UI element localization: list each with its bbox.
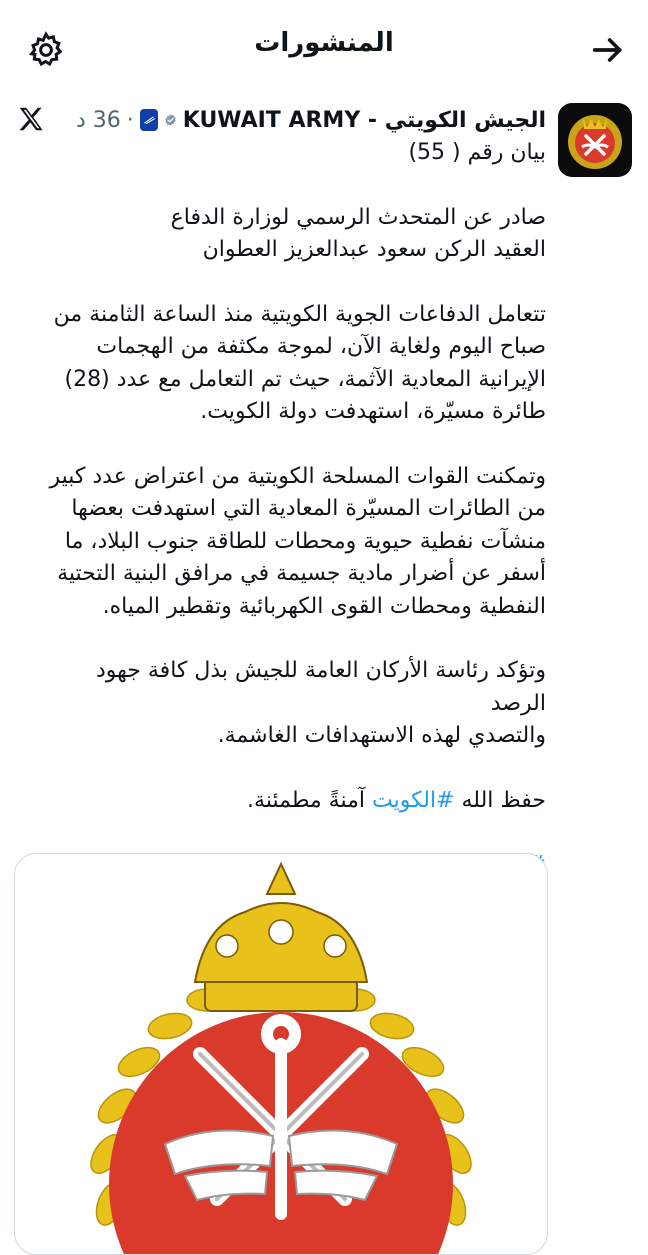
author-name[interactable]: الجيش الكويتي - KUWAIT ARMY — [182, 107, 546, 133]
post-subtitle: بيان رقم ( 55) — [408, 140, 546, 165]
text-line: منشآت نفطية حيوية ومحطات للطاقة جنوب البلاد، ما — [64, 528, 546, 554]
text-line: وتمكنت القوات المسلحة الكويتية من اعتراض عدد كبير — [49, 463, 546, 489]
text-line: أسفر عن أضرار مادية جسيمة في مرافق البنية التحتية — [57, 561, 546, 586]
top-bar — [0, 0, 648, 96]
text-line: صباح اليوم ولغاية الآن، لموجة مكثفة من الهجمات — [96, 334, 546, 359]
text-line: صادر عن المتحدث الرسمي لوزارة الدفاع — [170, 204, 546, 230]
post-time[interactable]: 36 د — [76, 107, 121, 133]
post-media[interactable] — [14, 853, 548, 1255]
closing-suffix: آمنةً مطمئنة. — [247, 787, 365, 813]
text-line: العقيد الركن سعود عبدالعزيز العطوان — [202, 237, 546, 262]
text-line: وتؤكد رئاسة الأركان العامة للجيش بذل كافة جهود الرصد — [95, 658, 546, 716]
page-title: المنشورات — [254, 28, 394, 58]
closing-prefix: حفظ الله — [461, 787, 546, 813]
arrow-right-icon[interactable] — [588, 30, 628, 70]
text-line: النفطية ومحطات القوى الكهربائية وتقطير المياه. — [102, 593, 546, 619]
kuwait-army-emblem-icon — [15, 854, 547, 1254]
avatar[interactable] — [558, 103, 632, 177]
text-line: والتصدي لهذه الاستهدافات الغاشمة. — [217, 723, 546, 748]
text-line: طائرة مسيّرة، استهدفت دولة الكويت. — [200, 399, 546, 424]
verified-badge-icon — [164, 109, 177, 131]
text-line: تتعامل الدفاعات الجوية الكويتية منذ الساعة الثامنة من — [53, 301, 546, 327]
affiliation-badge-icon — [140, 109, 158, 131]
hashtag-kuwait[interactable]: #الكويت — [372, 787, 455, 813]
text-line: من الطائرات المسيّرة المعادية التي استهدفت بعضها — [71, 496, 546, 521]
separator: · — [126, 107, 134, 133]
x-logo-icon[interactable] — [16, 104, 46, 134]
text-line: الإيرانية المعادية الآثمة، حيث تم التعامل مع عدد (28) — [64, 366, 546, 392]
post-text — [41, 137, 546, 882]
post-header — [76, 103, 546, 137]
closing-line — [41, 785, 546, 818]
